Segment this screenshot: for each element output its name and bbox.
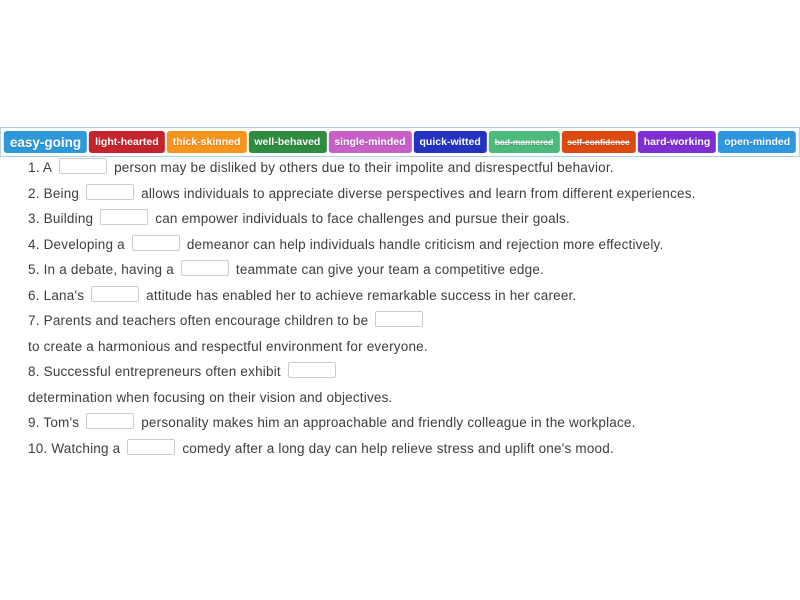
- answer-blank-8[interactable]: [288, 362, 336, 378]
- sentence-3: [28, 206, 780, 232]
- answer-blank-6[interactable]: [91, 286, 139, 302]
- sentence-text-before: 6. Lana's: [28, 287, 85, 303]
- word-chip-open-minded[interactable]: open-minded: [718, 131, 796, 153]
- sentence-text-before: 7. Parents and teachers often encourage children to be: [28, 313, 369, 328]
- sentence-text-before: 5. In a debate, having a: [28, 262, 174, 277]
- sentence-5: [28, 257, 780, 283]
- sentence-text-after: comedy after a long day can help relieve stress and uplift one's mood.: [182, 440, 614, 456]
- sentence-4: [28, 232, 780, 258]
- sentence-text-after: can empower individuals to face challenges and pursue their goals.: [155, 211, 570, 226]
- word-chip-self-confidence[interactable]: self-confidence: [561, 131, 635, 153]
- sentence-text-before: 8. Successful entrepreneurs often exhibit: [28, 364, 281, 379]
- sentence-9: [28, 410, 780, 436]
- sentence-7-continuation: to create a harmonious and respectful environment for everyone.: [28, 338, 428, 354]
- sentence-10: [28, 436, 780, 462]
- answer-blank-4[interactable]: [132, 235, 180, 251]
- sentence-text-before: 9. Tom's: [28, 415, 80, 430]
- answer-blank-7[interactable]: [375, 311, 423, 327]
- word-chip-well-behaved[interactable]: well-behaved: [248, 131, 326, 153]
- word-bank: [0, 127, 800, 157]
- word-chip-light-hearted[interactable]: light-hearted: [89, 131, 165, 153]
- answer-blank-9[interactable]: [86, 413, 134, 429]
- answer-blank-1[interactable]: [59, 158, 107, 174]
- sentence-text-before: 1. A: [28, 160, 53, 175]
- sentence-text-after: attitude has enabled her to achieve remarkable success in her career.: [146, 287, 577, 303]
- word-chip-quick-witted[interactable]: quick-witted: [414, 131, 487, 153]
- sentence-text-after: demeanor can help individuals handle criticism and rejection more effectively.: [186, 236, 664, 252]
- word-chip-single-minded[interactable]: single-minded: [328, 131, 411, 153]
- sentence-6: [28, 283, 780, 309]
- sentence-2: [28, 181, 780, 207]
- sentence-text-before: 2. Being: [28, 185, 80, 201]
- answer-blank-2[interactable]: [86, 184, 134, 200]
- sentence-list: [28, 155, 780, 461]
- word-chip-hard-working[interactable]: hard-working: [638, 131, 717, 153]
- sentence-text-after: allows individuals to appreciate diverse perspectives and learn from different experiences.: [141, 185, 696, 201]
- sentence-text-after: personality makes him an approachable and friendly colleague in the workplace.: [141, 415, 636, 430]
- sentence-7: [28, 308, 780, 334]
- word-chip-thick-skinned[interactable]: thick-skinned: [167, 131, 247, 153]
- sentence-text-before: 10. Watching a: [28, 440, 121, 456]
- answer-blank-10[interactable]: [127, 439, 175, 455]
- sentence-text-after: person may be disliked by others due to their impolite and disrespectful behavior.: [114, 160, 614, 175]
- sentence-1: [28, 155, 780, 181]
- sentence-8: [28, 359, 780, 385]
- sentence-text-before: 4. Developing a: [28, 236, 125, 252]
- sentence-text-before: 3. Building: [28, 211, 94, 226]
- word-chip-bad-mannered[interactable]: bad-mannered: [489, 131, 560, 153]
- answer-blank-5[interactable]: [181, 260, 229, 276]
- word-chip-easy-going[interactable]: easy-going: [4, 131, 87, 153]
- sentence-text-after: teammate can give your team a competitive edge.: [235, 262, 544, 277]
- sentence-8-continuation: determination when focusing on their vision and objectives.: [28, 389, 393, 405]
- answer-blank-3[interactable]: [100, 209, 148, 225]
